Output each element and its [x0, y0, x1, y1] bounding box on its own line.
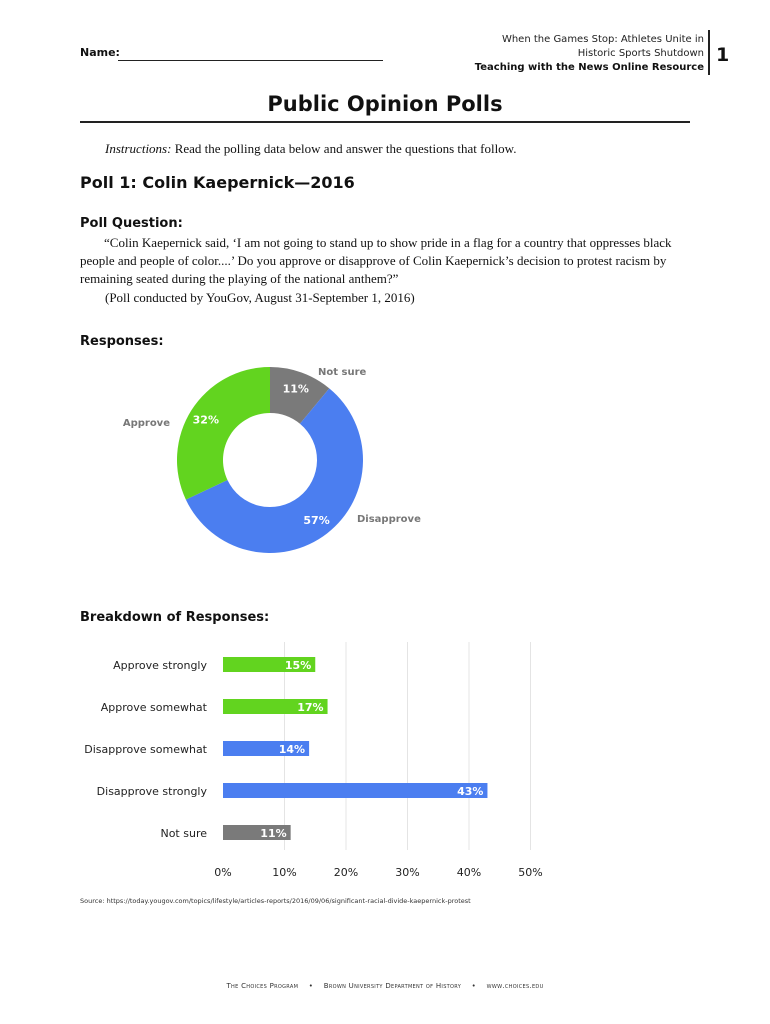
x-tick-label: 50%: [518, 866, 543, 879]
footer-separator: •: [471, 982, 477, 990]
name-label: Name:: [80, 46, 120, 59]
page-title: Public Opinion Polls: [267, 92, 503, 116]
x-tick-label: 30%: [395, 866, 420, 879]
footer-website: www.choices.edu: [486, 982, 544, 990]
bar-disapprove-strongly: [223, 783, 487, 798]
header-resource-info: [475, 33, 704, 75]
category-label: Approve strongly: [113, 659, 207, 672]
source-citation: Source: https://today.yougov.com/topics/lifestyle/articles-reports/2016/09/06/significant-racial-divide-kaepernick-protest: [80, 897, 471, 905]
responses-heading: Responses:: [80, 334, 164, 349]
donut-category-label: Approve: [122, 418, 170, 429]
instructions: [105, 141, 516, 157]
category-label: Not sure: [160, 827, 207, 840]
header-line-1: When the Games Stop: Athletes Unite in: [501, 34, 704, 45]
bar-value-label: 43%: [457, 785, 484, 798]
x-tick-label: 20%: [333, 866, 359, 879]
poll-question-text: “Colin Kaepernick said, ‘I am not going to stand up to show pride in a flag for a country that oppresses black people and people of color....’ Do you approve or disapprove of Colin Kaepernick’s decision to protest racism by remaining seated during the playing of the national anthem?”: [80, 235, 672, 286]
category-label: Disapprove strongly: [96, 785, 207, 798]
donut-category-label: Disapprove: [357, 514, 421, 525]
bar-value-label: 14%: [278, 743, 306, 756]
poll-conducted: (Poll conducted by YouGov, August 31-September 1, 2016): [105, 290, 415, 305]
responses-donut-chart: [100, 360, 460, 570]
breakdown-bar-chart: [80, 640, 570, 885]
category-label: Disapprove somewhat: [84, 743, 207, 756]
category-label: Approve somewhat: [100, 701, 207, 714]
footer: [0, 982, 770, 990]
header-divider: [708, 30, 710, 75]
poll-question-heading: Poll Question:: [80, 216, 183, 231]
title-rule: [80, 121, 690, 123]
instructions-text: Read the polling data below and answer the questions that follow.: [171, 141, 517, 156]
x-tick-label: 40%: [456, 866, 482, 879]
donut-slice-approve: [177, 367, 270, 500]
bar-value-label: 11%: [260, 827, 287, 840]
header-line-2: Historic Sports Shutdown: [577, 48, 704, 59]
bar-value-label: 17%: [297, 701, 324, 714]
donut-value-label: 32%: [192, 413, 220, 427]
bar-value-label: 15%: [284, 659, 312, 672]
footer-program: The Choices Program: [226, 982, 299, 990]
donut-category-label: Not sure: [318, 367, 367, 378]
breakdown-heading: Breakdown of Responses:: [80, 610, 270, 625]
donut-value-label: 57%: [303, 514, 330, 528]
footer-separator: •: [308, 982, 314, 990]
name-line[interactable]: [118, 60, 383, 61]
footer-department: Brown University Department of History: [323, 982, 462, 990]
donut-value-label: 11%: [282, 382, 309, 396]
x-tick-label: 0%: [214, 866, 232, 879]
page-number: 1: [716, 44, 730, 66]
x-tick-label: 10%: [272, 866, 297, 879]
poll-heading: Poll 1: Colin Kaepernick—2016: [80, 173, 355, 192]
header-line-3: Teaching with the News Online Resource: [474, 62, 704, 73]
instructions-lead: Instructions:: [105, 141, 172, 156]
